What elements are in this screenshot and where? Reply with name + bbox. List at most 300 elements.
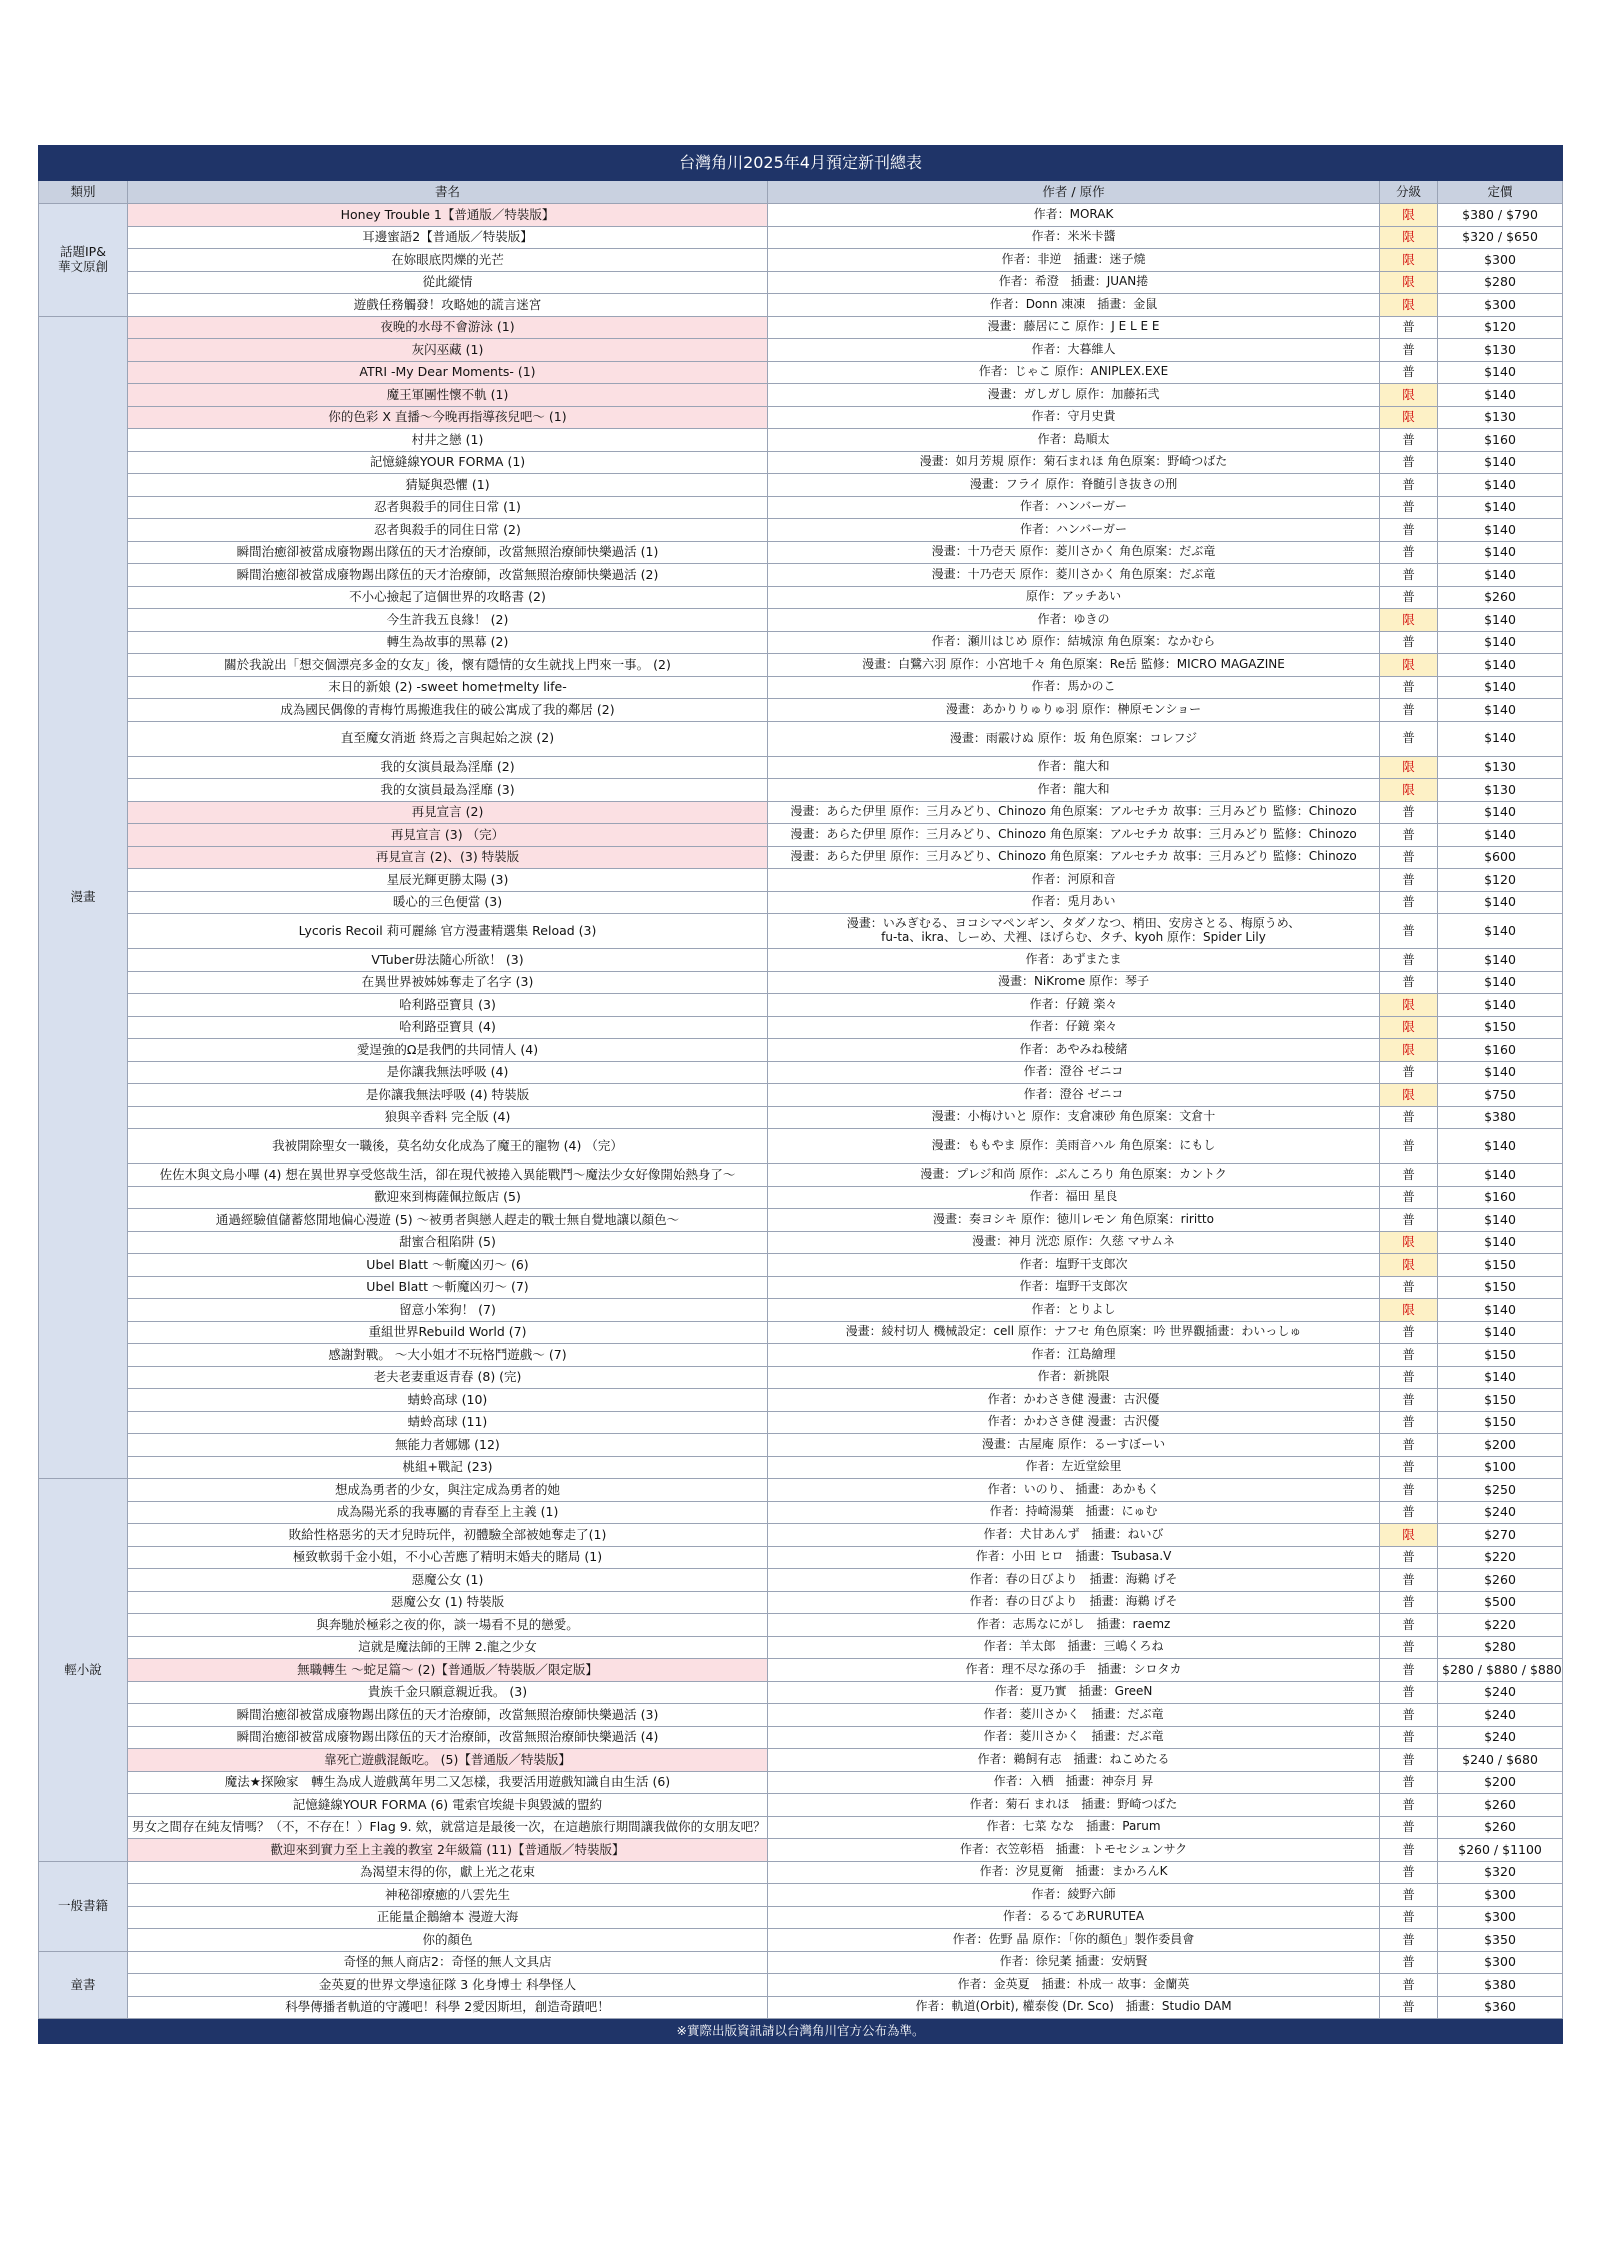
- grade-limited-badge: 限: [1380, 226, 1438, 249]
- price-cell: $140: [1438, 1299, 1563, 1322]
- table-row: [39, 891, 1563, 914]
- table-row: [39, 1569, 1563, 1592]
- author-cell: 作者：ハンバーガー: [768, 519, 1380, 542]
- table-row: [39, 1659, 1563, 1682]
- author-cell: 作者：菊石 まれほ 插畫：野崎つばた: [768, 1794, 1380, 1817]
- price-cell: $280 / $880 / $880: [1438, 1659, 1563, 1682]
- book-title-cell: 甜蜜合租陷阱 (5): [128, 1231, 768, 1254]
- book-title-cell: 桃組+戰記 (23): [128, 1456, 768, 1479]
- grade-general-badge: 普: [1380, 1636, 1438, 1659]
- table-row: [39, 869, 1563, 892]
- author-cell: 作者：澄谷 ゼニコ: [768, 1084, 1380, 1107]
- table-row: [39, 1591, 1563, 1614]
- book-title-cell: 通過經驗值儲蓄悠閒地偏心漫遊 (5) ～被勇者與戀人趕走的戰士無自覺地讓以顏色～: [128, 1209, 768, 1232]
- table-row: [39, 1254, 1563, 1277]
- book-title-cell: 奇怪的無人商店2：奇怪的無人文具店: [128, 1951, 768, 1974]
- grade-general-badge: 普: [1380, 824, 1438, 847]
- category-cell: 一般書籍: [39, 1861, 128, 1951]
- author-cell: 作者：守月史貴: [768, 406, 1380, 429]
- category-cell: 話題IP& 華文原創: [39, 204, 128, 317]
- book-title-cell: 瞬間治癒卻被當成廢物踢出隊伍的天才治療師，改當無照治療師快樂過活 (2): [128, 564, 768, 587]
- book-title-cell: 這就是魔法師的王牌 2.龍之少女: [128, 1636, 768, 1659]
- author-cell: 作者：持崎湯葉 插畫：にゅむ: [768, 1501, 1380, 1524]
- author-cell: 作者：いのり、 插畫：あかもく: [768, 1479, 1380, 1502]
- author-cell: 原作：アッチあい: [768, 586, 1380, 609]
- book-title-cell: 金英夏的世界文學遠征隊 3 化身博士 科學怪人: [128, 1974, 768, 1997]
- grade-general-badge: 普: [1380, 846, 1438, 869]
- author-cell: 漫畫：神月 洸恋 原作：久慈 マサムネ: [768, 1231, 1380, 1254]
- book-title-cell: 佐佐木與文鳥小嗶 (4) 想在異世界享受悠哉生活，卻在現代被捲入異能戰鬥～魔法少女好像開始熱身了～: [128, 1164, 768, 1187]
- grade-limited-badge: 限: [1380, 994, 1438, 1017]
- grade-general-badge: 普: [1380, 949, 1438, 972]
- author-cell: 作者：理不尽な孫の手 插畫：シロタカ: [768, 1659, 1380, 1682]
- author-cell: 作者：米米卡醬: [768, 226, 1380, 249]
- table-row: [39, 249, 1563, 272]
- grade-general-badge: 普: [1380, 1794, 1438, 1817]
- grade-limited-badge: 限: [1380, 384, 1438, 407]
- author-cell: 作者：新挑限: [768, 1366, 1380, 1389]
- price-cell: $360: [1438, 1996, 1563, 2019]
- price-cell: $260: [1438, 1816, 1563, 1839]
- author-cell: 漫畫：あらた伊里 原作：三月みどり、Chinozo 角色原案：アルセチカ 故事：三月みどり 監修：Chinozo: [768, 824, 1380, 847]
- author-cell: 漫畫：十乃壱天 原作：菱川さかく 角色原案：だぶ竜: [768, 564, 1380, 587]
- author-cell: 漫畫：フライ 原作：脊髄引き抜きの刑: [768, 474, 1380, 497]
- author-cell: 作者：鵜飼有志 插畫：ねこめたる: [768, 1749, 1380, 1772]
- table-row: [39, 1974, 1563, 1997]
- price-cell: $100: [1438, 1456, 1563, 1479]
- book-title-cell: 愛逞強的Ω是我們的共同情人 (4): [128, 1039, 768, 1062]
- author-cell: 作者：かわさき健 漫畫：古沢優: [768, 1389, 1380, 1412]
- price-cell: $140: [1438, 699, 1563, 722]
- author-cell: 作者：河原和音: [768, 869, 1380, 892]
- price-cell: $260: [1438, 1794, 1563, 1817]
- grade-general-badge: 普: [1380, 971, 1438, 994]
- grade-general-badge: 普: [1380, 1884, 1438, 1907]
- book-title-cell: 男女之間存在純友情嗎？（不，不存在！）Flag 9. 欸，就當這是最後一次，在這趟旅行期間讓我做你的女朋友吧？: [128, 1816, 768, 1839]
- author-cell: 作者：ゆきの: [768, 609, 1380, 632]
- author-cell: 漫畫：十乃壱天 原作：菱川さかく 角色原案：だぶ竜: [768, 541, 1380, 564]
- table-row: [39, 1186, 1563, 1209]
- book-title-cell: 狼與辛香料 完全版 (4): [128, 1106, 768, 1129]
- price-cell: $350: [1438, 1929, 1563, 1952]
- price-cell: $140: [1438, 1366, 1563, 1389]
- book-title-cell: 與奔馳於極彩之夜的你，談一場看不見的戀愛。: [128, 1614, 768, 1637]
- book-title-cell: 再見宣言 (2): [128, 801, 768, 824]
- grade-general-badge: 普: [1380, 1591, 1438, 1614]
- table-row: [39, 1164, 1563, 1187]
- price-cell: $260: [1438, 1569, 1563, 1592]
- table-row: [39, 654, 1563, 677]
- price-cell: $140: [1438, 1061, 1563, 1084]
- price-cell: $320 / $650: [1438, 226, 1563, 249]
- table-row: [39, 801, 1563, 824]
- book-title-cell: 感謝對戰。 ～大小姐才不玩格鬥遊戲～ (7): [128, 1344, 768, 1367]
- author-cell: 漫畫：藤居にこ 原作：J E L E E: [768, 316, 1380, 339]
- price-cell: $260: [1438, 586, 1563, 609]
- book-title-cell: 忍者與殺手的同住日常 (2): [128, 519, 768, 542]
- grade-general-badge: 普: [1380, 586, 1438, 609]
- table-row: [39, 474, 1563, 497]
- grade-general-badge: 普: [1380, 1704, 1438, 1727]
- book-title-cell: 再見宣言 (2)、(3) 特裝版: [128, 846, 768, 869]
- book-title-cell: 惡魔公女 (1) 特裝版: [128, 1591, 768, 1614]
- book-title-cell: 科學傳播者軌道的守護吧！科學 2愛因斯坦，創造奇蹟吧！: [128, 1996, 768, 2019]
- price-cell: $150: [1438, 1254, 1563, 1277]
- book-title-cell: 村井之戀 (1): [128, 429, 768, 452]
- book-title-cell: 我的女演員最為淫靡 (3): [128, 779, 768, 802]
- grade-limited-badge: 限: [1380, 1084, 1438, 1107]
- price-cell: $140: [1438, 474, 1563, 497]
- author-cell: 作者：Donn 凍凍 插畫：金鼠: [768, 294, 1380, 317]
- grade-general-badge: 普: [1380, 1164, 1438, 1187]
- price-cell: $150: [1438, 1344, 1563, 1367]
- price-cell: $140: [1438, 1321, 1563, 1344]
- grade-general-badge: 普: [1380, 429, 1438, 452]
- grade-general-badge: 普: [1380, 361, 1438, 384]
- table-row: [39, 406, 1563, 429]
- grade-general-badge: 普: [1380, 1546, 1438, 1569]
- book-title-cell: 敗給性格惡劣的天才兒時玩伴，初體驗全部被她奪走了(1): [128, 1524, 768, 1547]
- table-row: [39, 294, 1563, 317]
- author-cell: 作者：大暮維人: [768, 339, 1380, 362]
- book-title-cell: 忍者與殺手的同住日常 (1): [128, 496, 768, 519]
- price-cell: $220: [1438, 1614, 1563, 1637]
- author-cell: 漫畫：ももやま 原作：美雨音ハル 角色原案：にもし: [768, 1129, 1380, 1164]
- grade-general-badge: 普: [1380, 1321, 1438, 1344]
- table-title: 台灣角川2025年4月預定新刊總表: [39, 146, 1563, 181]
- price-cell: $280: [1438, 271, 1563, 294]
- table-row: [39, 361, 1563, 384]
- table-row: [39, 631, 1563, 654]
- price-cell: $300: [1438, 1951, 1563, 1974]
- author-cell: 作者：春の日びより 插畫：海鵜 げそ: [768, 1591, 1380, 1614]
- table-row: [39, 429, 1563, 452]
- price-cell: $140: [1438, 914, 1563, 949]
- grade-general-badge: 普: [1380, 1344, 1438, 1367]
- grade-general-badge: 普: [1380, 721, 1438, 756]
- author-cell: 漫畫：ガしガし 原作：加藤拓弐: [768, 384, 1380, 407]
- table-row: [39, 1456, 1563, 1479]
- grade-general-badge: 普: [1380, 1996, 1438, 2019]
- table-row: [39, 1996, 1563, 2019]
- author-cell: 作者：仔鏡 楽々: [768, 1016, 1380, 1039]
- author-cell: 作者：汐見夏衛 插畫：まかろんK: [768, 1861, 1380, 1884]
- book-title-cell: 你的顏色: [128, 1929, 768, 1952]
- price-cell: $140: [1438, 824, 1563, 847]
- table-row: [39, 721, 1563, 756]
- table-row: [39, 1299, 1563, 1322]
- price-cell: $140: [1438, 1129, 1563, 1164]
- book-title-cell: 靠死亡遊戲混飯吃。 (5)【普通版／特裝版】: [128, 1749, 768, 1772]
- book-title-cell: 神秘卻療癒的八雲先生: [128, 1884, 768, 1907]
- table-row: [39, 1929, 1563, 1952]
- table-row: [39, 316, 1563, 339]
- grade-limited-badge: 限: [1380, 756, 1438, 779]
- grade-general-badge: 普: [1380, 891, 1438, 914]
- price-cell: $140: [1438, 1231, 1563, 1254]
- table-row: [39, 339, 1563, 362]
- author-cell: 漫畫：小梅けいと 原作：支倉凍砂 角色原案：文倉十: [768, 1106, 1380, 1129]
- book-title-cell: 想成為勇者的少女，與注定成為勇者的她: [128, 1479, 768, 1502]
- author-cell: 作者：七菜 なな 插畫：Parum: [768, 1816, 1380, 1839]
- table-row: [39, 756, 1563, 779]
- author-cell: 作者：澄谷 ゼニコ: [768, 1061, 1380, 1084]
- table-row: [39, 1704, 1563, 1727]
- table-row: [39, 1434, 1563, 1457]
- table-row: [39, 1061, 1563, 1084]
- price-cell: $240: [1438, 1681, 1563, 1704]
- table-row: [39, 914, 1563, 949]
- price-cell: $250: [1438, 1479, 1563, 1502]
- book-title-cell: 星辰光輝更勝太陽 (3): [128, 869, 768, 892]
- book-title-cell: 末日的新娘 (2) -sweet home†melty life-: [128, 676, 768, 699]
- column-header-row: [39, 181, 1563, 204]
- author-cell: 作者：衣笠彰梧 插畫：トモセシュンサク: [768, 1839, 1380, 1862]
- grade-general-badge: 普: [1380, 676, 1438, 699]
- author-cell: 作者：龍大和: [768, 779, 1380, 802]
- table-row: [39, 1951, 1563, 1974]
- author-cell: 作者：とりよし: [768, 1299, 1380, 1322]
- author-cell: 作者：福田 星良: [768, 1186, 1380, 1209]
- author-cell: 漫畫：あらた伊里 原作：三月みどり、Chinozo 角色原案：アルセチカ 故事：三月みどり 監修：Chinozo: [768, 846, 1380, 869]
- price-cell: $140: [1438, 891, 1563, 914]
- grade-general-badge: 普: [1380, 541, 1438, 564]
- table-row: [39, 1546, 1563, 1569]
- price-cell: $240: [1438, 1726, 1563, 1749]
- table-row: [39, 1681, 1563, 1704]
- grade-general-badge: 普: [1380, 1479, 1438, 1502]
- price-cell: $240: [1438, 1501, 1563, 1524]
- book-title-cell: Honey Trouble 1【普通版／特裝版】: [128, 204, 768, 227]
- price-cell: $150: [1438, 1276, 1563, 1299]
- author-cell: 作者：綾野六師: [768, 1884, 1380, 1907]
- author-cell: 作者：入栖 插畫：神奈月 昇: [768, 1771, 1380, 1794]
- price-cell: $130: [1438, 406, 1563, 429]
- table-row: [39, 1389, 1563, 1412]
- table-row: [39, 1276, 1563, 1299]
- author-cell: 作者：春の日びより 插畫：海鵜 げそ: [768, 1569, 1380, 1592]
- table-row: [39, 1839, 1563, 1862]
- book-title-cell: 你的色彩 X 直播～今晚再指導孩兒吧～ (1): [128, 406, 768, 429]
- grade-general-badge: 普: [1380, 1434, 1438, 1457]
- header-price: 定價: [1438, 181, 1563, 204]
- table-row: [39, 564, 1563, 587]
- author-cell: 作者：小田 ヒロ 插畫：Tsubasa.V: [768, 1546, 1380, 1569]
- author-cell: 作者：島順太: [768, 429, 1380, 452]
- book-title-cell: 瞬間治癒卻被當成廢物踢出隊伍的天才治療師，改當無照治療師快樂過活 (1): [128, 541, 768, 564]
- grade-general-badge: 普: [1380, 1186, 1438, 1209]
- grade-limited-badge: 限: [1380, 1299, 1438, 1322]
- book-title-cell: 重組世界Rebuild World (7): [128, 1321, 768, 1344]
- price-cell: $140: [1438, 564, 1563, 587]
- author-cell: 漫畫：NiKrome 原作：琴子: [768, 971, 1380, 994]
- book-title-cell: 無職轉生 ～蛇足篇～ (2)【普通版／特裝版／限定版】: [128, 1659, 768, 1682]
- category-cell: 輕小說: [39, 1479, 128, 1862]
- author-cell: 作者：るるてあRURUTEA: [768, 1906, 1380, 1929]
- book-title-cell: 今生許我五良緣！ (2): [128, 609, 768, 632]
- book-title-cell: 再見宣言 (3) （完）: [128, 824, 768, 847]
- table-row: [39, 1084, 1563, 1107]
- price-cell: $160: [1438, 1039, 1563, 1062]
- author-cell: 作者：夏乃實 插畫：GreeN: [768, 1681, 1380, 1704]
- grade-general-badge: 普: [1380, 1411, 1438, 1434]
- header-grade: 分級: [1380, 181, 1438, 204]
- table-row: [39, 1524, 1563, 1547]
- grade-general-badge: 普: [1380, 1209, 1438, 1232]
- book-title-cell: ATRI -My Dear Moments- (1): [128, 361, 768, 384]
- book-title-cell: VTuber毋法隨心所欲！ (3): [128, 949, 768, 972]
- author-cell: 漫畫：あらた伊里 原作：三月みどり、Chinozo 角色原案：アルセチカ 故事：三月みどり 監修：Chinozo: [768, 801, 1380, 824]
- table-row: [39, 1039, 1563, 1062]
- book-title-cell: 魔法★探險家 轉生為成人遊戲萬年男二又怎樣，我要活用遊戲知識自由生活 (6): [128, 1771, 768, 1794]
- table-row: [39, 384, 1563, 407]
- grade-general-badge: 普: [1380, 564, 1438, 587]
- author-cell: 漫畫：如月芳規 原作：菊石まれほ 角色原案：野崎つばた: [768, 451, 1380, 474]
- author-cell: 作者：菱川さかく 插畫：だぶ竜: [768, 1726, 1380, 1749]
- table-row: [39, 1749, 1563, 1772]
- table-row: [39, 1106, 1563, 1129]
- table-row: [39, 609, 1563, 632]
- grade-general-badge: 普: [1380, 1129, 1438, 1164]
- grade-general-badge: 普: [1380, 316, 1438, 339]
- author-cell: 漫畫：いみぎむる、ヨコシマペンギン、タダノなつ、梢田、安房さとる、梅原うめ、 fu-ta、ikra、しーめ、犬裡、ほげらむ、タチ、kyoh 原作：Spider Lily: [768, 914, 1380, 949]
- price-cell: $500: [1438, 1591, 1563, 1614]
- price-cell: $120: [1438, 316, 1563, 339]
- grade-general-badge: 普: [1380, 869, 1438, 892]
- grade-general-badge: 普: [1380, 1681, 1438, 1704]
- book-title-cell: 夜晚的水母不會游泳 (1): [128, 316, 768, 339]
- price-cell: $140: [1438, 519, 1563, 542]
- author-cell: 作者：菱川さかく 插畫：だぶ竜: [768, 1704, 1380, 1727]
- book-title-cell: 成為陽光系的我專屬的青春至上主義 (1): [128, 1501, 768, 1524]
- price-cell: $140: [1438, 971, 1563, 994]
- price-cell: $240 / $680: [1438, 1749, 1563, 1772]
- book-title-cell: 直至魔女消逝 終焉之言與起始之淚 (2): [128, 721, 768, 756]
- book-title-cell: 我被開除聖女一職後，莫名幼女化成為了魔王的寵物 (4) （完）: [128, 1129, 768, 1164]
- book-title-cell: 蜻蛉高球 (10): [128, 1389, 768, 1412]
- book-title-cell: 耳邊蜜語2【普通版／特裝版】: [128, 226, 768, 249]
- author-cell: 漫畫：綾村切人 機械設定：cell 原作：ナフセ 角色原案：吟 世界觀插畫：わいっしゅ: [768, 1321, 1380, 1344]
- author-cell: 作者：羊太郎 插畫：三嶋くろね: [768, 1636, 1380, 1659]
- price-cell: $380: [1438, 1106, 1563, 1129]
- book-title-cell: 無能力者娜娜 (12): [128, 1434, 768, 1457]
- author-cell: 作者：左近堂絵里: [768, 1456, 1380, 1479]
- grade-general-badge: 普: [1380, 1276, 1438, 1299]
- table-row: [39, 1906, 1563, 1929]
- price-cell: $130: [1438, 756, 1563, 779]
- grade-general-badge: 普: [1380, 1614, 1438, 1637]
- header-author: 作者 / 原作: [768, 181, 1380, 204]
- book-title-cell: 成為國民偶像的青梅竹馬搬進我住的破公寓成了我的鄰居 (2): [128, 699, 768, 722]
- author-cell: 作者：希澄 插畫：JUAN捲: [768, 271, 1380, 294]
- table-row: [39, 1636, 1563, 1659]
- author-cell: 漫畫：白鷺六羽 原作：小宮地千々 角色原案：Re岳 監修：MICRO MAGAZINE: [768, 654, 1380, 677]
- price-cell: $380 / $790: [1438, 204, 1563, 227]
- grade-limited-badge: 限: [1380, 609, 1438, 632]
- author-cell: 作者：犬甘あんず 插畫：ねいび: [768, 1524, 1380, 1547]
- price-cell: $150: [1438, 1389, 1563, 1412]
- table-row: [39, 1129, 1563, 1164]
- grade-general-badge: 普: [1380, 801, 1438, 824]
- author-cell: 作者：じゃこ 原作：ANIPLEX.EXE: [768, 361, 1380, 384]
- grade-general-badge: 普: [1380, 1749, 1438, 1772]
- table-row: [39, 676, 1563, 699]
- grade-general-badge: 普: [1380, 1929, 1438, 1952]
- table-row: [39, 824, 1563, 847]
- grade-general-badge: 普: [1380, 496, 1438, 519]
- table-row: [39, 1794, 1563, 1817]
- price-cell: $140: [1438, 676, 1563, 699]
- author-cell: 漫畫：あかりりゅりゅ羽 原作：榊原モンショー: [768, 699, 1380, 722]
- price-cell: $140: [1438, 801, 1563, 824]
- book-title-cell: 從此縱情: [128, 271, 768, 294]
- price-cell: $150: [1438, 1411, 1563, 1434]
- price-cell: $270: [1438, 1524, 1563, 1547]
- grade-limited-badge: 限: [1380, 1016, 1438, 1039]
- author-cell: 作者：馬かのこ: [768, 676, 1380, 699]
- author-cell: 作者：非逆 插畫：迷子燒: [768, 249, 1380, 272]
- book-title-cell: 是你讓我無法呼吸 (4) 特裝版: [128, 1084, 768, 1107]
- grade-general-badge: 普: [1380, 1906, 1438, 1929]
- table-row: [39, 1366, 1563, 1389]
- table-row: [39, 541, 1563, 564]
- book-title-cell: 轉生為故事的黑幕 (2): [128, 631, 768, 654]
- price-cell: $300: [1438, 249, 1563, 272]
- table-row: [39, 451, 1563, 474]
- price-cell: $140: [1438, 541, 1563, 564]
- grade-general-badge: 普: [1380, 631, 1438, 654]
- table-row: [39, 271, 1563, 294]
- footer-note: ※實際出版資訊請以台灣角川官方公布為準。: [39, 2019, 1563, 2044]
- price-cell: $120: [1438, 869, 1563, 892]
- grade-limited-badge: 限: [1380, 1254, 1438, 1277]
- book-title-cell: 瞬間治癒卻被當成廢物踢出隊伍的天才治療師，改當無照治療師快樂過活 (4): [128, 1726, 768, 1749]
- book-title-cell: 留意小笨狗！ (7): [128, 1299, 768, 1322]
- grade-general-badge: 普: [1380, 914, 1438, 949]
- price-cell: $160: [1438, 1186, 1563, 1209]
- grade-general-badge: 普: [1380, 1771, 1438, 1794]
- author-cell: 作者：塩野干支郎次: [768, 1254, 1380, 1277]
- grade-general-badge: 普: [1380, 1816, 1438, 1839]
- header-category: 類別: [39, 181, 128, 204]
- book-title-cell: 是你讓我無法呼吸 (4): [128, 1061, 768, 1084]
- price-cell: $140: [1438, 609, 1563, 632]
- category-cell: 漫畫: [39, 316, 128, 1479]
- price-cell: $300: [1438, 294, 1563, 317]
- price-cell: $600: [1438, 846, 1563, 869]
- grade-limited-badge: 限: [1380, 271, 1438, 294]
- price-cell: $200: [1438, 1434, 1563, 1457]
- author-cell: 作者：江島繪理: [768, 1344, 1380, 1367]
- table-row: [39, 1861, 1563, 1884]
- author-cell: 作者：徐兒葇 插畫：安炳賢: [768, 1951, 1380, 1974]
- grade-limited-badge: 限: [1380, 654, 1438, 677]
- author-cell: 作者：軌道(Orbit), 權泰俊 (Dr. Sco) 插畫：Studio DAM: [768, 1996, 1380, 2019]
- price-cell: $140: [1438, 1164, 1563, 1187]
- price-cell: $280: [1438, 1636, 1563, 1659]
- price-cell: $750: [1438, 1084, 1563, 1107]
- table-row: [39, 519, 1563, 542]
- book-title-cell: 正能量企鵝繪本 漫遊大海: [128, 1906, 768, 1929]
- price-cell: $140: [1438, 496, 1563, 519]
- book-title-cell: 蜻蛉高球 (11): [128, 1411, 768, 1434]
- author-cell: 漫畫：奏ヨシキ 原作：徳川レモン 角色原案：riritto: [768, 1209, 1380, 1232]
- price-cell: $300: [1438, 1884, 1563, 1907]
- table-row: [39, 1479, 1563, 1502]
- table-row: [39, 1501, 1563, 1524]
- book-title-cell: 歡迎來到梅薩佩拉飯店 (5): [128, 1186, 768, 1209]
- table-row: [39, 1209, 1563, 1232]
